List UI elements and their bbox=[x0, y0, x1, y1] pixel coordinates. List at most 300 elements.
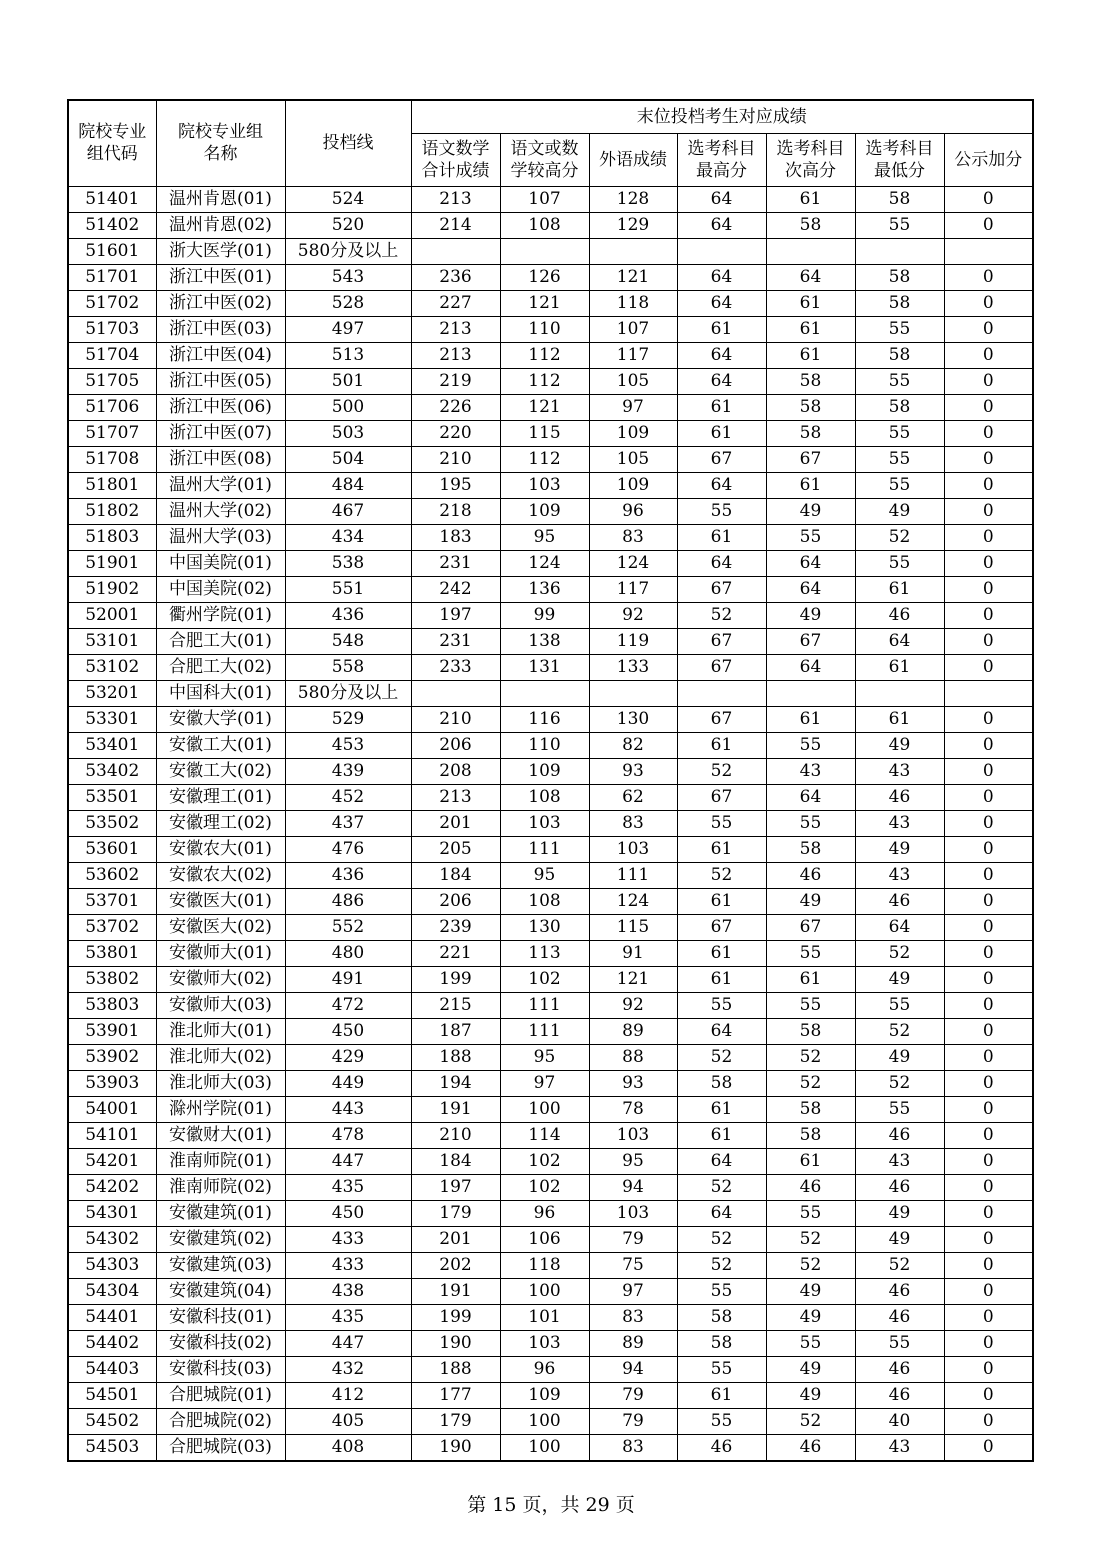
chinese-or-math-higher-cell: 102 bbox=[500, 1174, 589, 1200]
group-code-cell: 51401 bbox=[68, 186, 156, 212]
chinese-math-total-cell: 221 bbox=[411, 940, 500, 966]
elective-highest-cell: 52 bbox=[677, 1252, 766, 1278]
group-code-cell: 53601 bbox=[68, 836, 156, 862]
chinese-or-math-higher-cell: 130 bbox=[500, 914, 589, 940]
elective-lowest-cell: 43 bbox=[855, 1148, 944, 1174]
bonus-points-cell: 0 bbox=[944, 1070, 1033, 1096]
bonus-points-cell: 0 bbox=[944, 628, 1033, 654]
admission-line-cell: 450 bbox=[285, 1200, 411, 1226]
chinese-or-math-higher-cell: 100 bbox=[500, 1278, 589, 1304]
admission-line-cell: 529 bbox=[285, 706, 411, 732]
chinese-or-math-higher-cell: 100 bbox=[500, 1408, 589, 1434]
table-row bbox=[68, 186, 1033, 212]
chinese-math-total-cell: 201 bbox=[411, 1226, 500, 1252]
table-row bbox=[68, 758, 1033, 784]
foreign-language-cell: 83 bbox=[589, 810, 677, 836]
elective-second-cell: 49 bbox=[766, 888, 855, 914]
elective-lowest-cell: 55 bbox=[855, 316, 944, 342]
group-code-cell: 54402 bbox=[68, 1330, 156, 1356]
bonus-points-cell: 0 bbox=[944, 290, 1033, 316]
chinese-math-total-cell: 194 bbox=[411, 1070, 500, 1096]
elective-lowest-cell: 55 bbox=[855, 550, 944, 576]
elective-lowest-cell: 52 bbox=[855, 1070, 944, 1096]
elective-second-cell: 55 bbox=[766, 940, 855, 966]
chinese-math-total-cell: 210 bbox=[411, 446, 500, 472]
foreign-language-cell: 117 bbox=[589, 342, 677, 368]
foreign-language-cell: 124 bbox=[589, 888, 677, 914]
group-name-cell: 安徽大学(01) bbox=[156, 706, 285, 732]
chinese-math-total-cell: 210 bbox=[411, 706, 500, 732]
table-row bbox=[68, 1278, 1033, 1304]
elective-second-cell: 64 bbox=[766, 264, 855, 290]
admission-line-cell: 452 bbox=[285, 784, 411, 810]
elective-lowest-cell: 43 bbox=[855, 810, 944, 836]
elective-lowest-cell: 49 bbox=[855, 732, 944, 758]
elective-lowest-cell: 61 bbox=[855, 654, 944, 680]
chinese-math-total-cell: 199 bbox=[411, 1304, 500, 1330]
elective-second-cell: 52 bbox=[766, 1070, 855, 1096]
bonus-points-cell: 0 bbox=[944, 1330, 1033, 1356]
admission-line-cell: 484 bbox=[285, 472, 411, 498]
elective-highest-cell: 64 bbox=[677, 212, 766, 238]
elective-lowest-cell: 46 bbox=[855, 1382, 944, 1408]
foreign-language-cell: 121 bbox=[589, 966, 677, 992]
group-code-cell: 53801 bbox=[68, 940, 156, 966]
chinese-math-total-cell: 233 bbox=[411, 654, 500, 680]
group-code-cell: 53502 bbox=[68, 810, 156, 836]
admission-line-cell: 434 bbox=[285, 524, 411, 550]
chinese-math-total-cell: 205 bbox=[411, 836, 500, 862]
table-row bbox=[68, 1330, 1033, 1356]
chinese-or-math-higher-cell: 109 bbox=[500, 498, 589, 524]
chinese-or-math-higher-cell: 102 bbox=[500, 1148, 589, 1174]
admission-line-cell: 467 bbox=[285, 498, 411, 524]
chinese-math-total-cell: 179 bbox=[411, 1200, 500, 1226]
elective-highest-cell: 58 bbox=[677, 1330, 766, 1356]
group-code-cell: 51402 bbox=[68, 212, 156, 238]
elective-second-cell: 58 bbox=[766, 1122, 855, 1148]
elective-lowest-cell: 43 bbox=[855, 758, 944, 784]
foreign-language-cell: 117 bbox=[589, 576, 677, 602]
elective-second-cell: 67 bbox=[766, 446, 855, 472]
elective-lowest-cell: 55 bbox=[855, 1096, 944, 1122]
group-code-cell: 53802 bbox=[68, 966, 156, 992]
chinese-or-math-higher-cell: 110 bbox=[500, 732, 589, 758]
group-name-cell: 衢州学院(01) bbox=[156, 602, 285, 628]
foreign-language-cell: 97 bbox=[589, 1278, 677, 1304]
chinese-math-total-cell: 213 bbox=[411, 316, 500, 342]
elective-second-cell: 49 bbox=[766, 1356, 855, 1382]
elective-lowest-cell: 58 bbox=[855, 394, 944, 420]
group-name-cell: 安徽科技(03) bbox=[156, 1356, 285, 1382]
elective-second-cell: 55 bbox=[766, 732, 855, 758]
elective-second-cell: 49 bbox=[766, 1278, 855, 1304]
elective-lowest-cell: 49 bbox=[855, 1226, 944, 1252]
bonus-points-cell: 0 bbox=[944, 940, 1033, 966]
elective-highest-cell: 55 bbox=[677, 992, 766, 1018]
group-code-cell: 54301 bbox=[68, 1200, 156, 1226]
chinese-or-math-higher-cell: 114 bbox=[500, 1122, 589, 1148]
bonus-points-cell: 0 bbox=[944, 1200, 1033, 1226]
bonus-points-cell: 0 bbox=[944, 1408, 1033, 1434]
elective-lowest-cell bbox=[855, 680, 944, 706]
elective-lowest-cell: 52 bbox=[855, 1018, 944, 1044]
chinese-or-math-higher-cell: 108 bbox=[500, 212, 589, 238]
elective-second-cell: 49 bbox=[766, 602, 855, 628]
elective-highest-cell: 55 bbox=[677, 1408, 766, 1434]
admission-line-cell: 433 bbox=[285, 1252, 411, 1278]
elective-lowest-cell: 46 bbox=[855, 1174, 944, 1200]
admission-line-cell: 480 bbox=[285, 940, 411, 966]
group-code-cell: 51706 bbox=[68, 394, 156, 420]
group-code-cell: 53501 bbox=[68, 784, 156, 810]
table-row bbox=[68, 1356, 1033, 1382]
admission-line-cell: 551 bbox=[285, 576, 411, 602]
chinese-math-total-cell: 219 bbox=[411, 368, 500, 394]
chinese-math-total-cell: 213 bbox=[411, 186, 500, 212]
admission-line-cell: 432 bbox=[285, 1356, 411, 1382]
elective-second-cell: 61 bbox=[766, 290, 855, 316]
elective-lowest-cell: 58 bbox=[855, 186, 944, 212]
elective-lowest-cell: 43 bbox=[855, 862, 944, 888]
chinese-math-total-cell: 195 bbox=[411, 472, 500, 498]
bonus-points-cell: 0 bbox=[944, 1174, 1033, 1200]
elective-lowest-cell: 46 bbox=[855, 888, 944, 914]
table-row bbox=[68, 914, 1033, 940]
elective-second-cell: 55 bbox=[766, 524, 855, 550]
bonus-points-cell: 0 bbox=[944, 992, 1033, 1018]
admission-line-cell: 449 bbox=[285, 1070, 411, 1096]
elective-second-cell: 49 bbox=[766, 498, 855, 524]
admission-line-cell: 548 bbox=[285, 628, 411, 654]
chinese-or-math-higher-cell: 109 bbox=[500, 1382, 589, 1408]
chinese-math-total-cell: 197 bbox=[411, 1174, 500, 1200]
chinese-or-math-higher-cell: 124 bbox=[500, 550, 589, 576]
group-name-cell: 安徽工大(02) bbox=[156, 758, 285, 784]
table-row bbox=[68, 420, 1033, 446]
table-row bbox=[68, 654, 1033, 680]
admission-line-cell: 433 bbox=[285, 1226, 411, 1252]
foreign-language-cell: 83 bbox=[589, 524, 677, 550]
group-name-cell: 淮南师院(01) bbox=[156, 1148, 285, 1174]
chinese-or-math-higher-cell: 100 bbox=[500, 1096, 589, 1122]
elective-lowest-cell: 55 bbox=[855, 420, 944, 446]
group-name-cell: 温州肯恩(02) bbox=[156, 212, 285, 238]
chinese-math-total-cell: 213 bbox=[411, 342, 500, 368]
admission-line-cell: 408 bbox=[285, 1434, 411, 1461]
group-code-cell: 54502 bbox=[68, 1408, 156, 1434]
elective-highest-cell: 64 bbox=[677, 1200, 766, 1226]
group-name-cell: 安徽农大(02) bbox=[156, 862, 285, 888]
foreign-language-cell bbox=[589, 238, 677, 264]
table-row bbox=[68, 576, 1033, 602]
admission-line-cell: 472 bbox=[285, 992, 411, 1018]
elective-lowest-cell: 58 bbox=[855, 290, 944, 316]
table-row bbox=[68, 1122, 1033, 1148]
chinese-math-total-cell: 177 bbox=[411, 1382, 500, 1408]
elective-lowest-cell: 49 bbox=[855, 836, 944, 862]
chinese-math-total-cell: 227 bbox=[411, 290, 500, 316]
elective-highest-cell: 52 bbox=[677, 1174, 766, 1200]
foreign-language-cell bbox=[589, 680, 677, 706]
group-code-cell: 54201 bbox=[68, 1148, 156, 1174]
header-chinese-math-total bbox=[411, 133, 500, 186]
table-row bbox=[68, 264, 1033, 290]
chinese-or-math-higher-cell: 108 bbox=[500, 784, 589, 810]
group-code-cell: 51704 bbox=[68, 342, 156, 368]
chinese-math-total-cell: 231 bbox=[411, 550, 500, 576]
group-code-cell: 54401 bbox=[68, 1304, 156, 1330]
chinese-or-math-higher-cell: 131 bbox=[500, 654, 589, 680]
elective-lowest-cell: 55 bbox=[855, 368, 944, 394]
foreign-language-cell: 89 bbox=[589, 1018, 677, 1044]
admission-line-cell: 503 bbox=[285, 420, 411, 446]
chinese-math-total-cell: 242 bbox=[411, 576, 500, 602]
foreign-language-cell: 91 bbox=[589, 940, 677, 966]
group-code-cell: 51803 bbox=[68, 524, 156, 550]
chinese-math-total-cell: 187 bbox=[411, 1018, 500, 1044]
group-code-cell: 51902 bbox=[68, 576, 156, 602]
bonus-points-cell: 0 bbox=[944, 394, 1033, 420]
group-name-cell: 中国美院(01) bbox=[156, 550, 285, 576]
table-row bbox=[68, 1382, 1033, 1408]
elective-second-cell: 61 bbox=[766, 316, 855, 342]
group-code-cell: 52001 bbox=[68, 602, 156, 628]
elective-lowest-cell: 46 bbox=[855, 602, 944, 628]
group-name-cell: 安徽财大(01) bbox=[156, 1122, 285, 1148]
foreign-language-cell: 83 bbox=[589, 1434, 677, 1461]
table-row bbox=[68, 212, 1033, 238]
admission-line-cell: 528 bbox=[285, 290, 411, 316]
group-code-cell: 54202 bbox=[68, 1174, 156, 1200]
elective-highest-cell: 67 bbox=[677, 628, 766, 654]
bonus-points-cell: 0 bbox=[944, 1356, 1033, 1382]
bonus-points-cell: 0 bbox=[944, 1252, 1033, 1278]
group-name-cell: 中国科大(01) bbox=[156, 680, 285, 706]
elective-lowest-cell: 64 bbox=[855, 914, 944, 940]
elective-lowest-cell: 46 bbox=[855, 1356, 944, 1382]
chinese-math-total-cell: 213 bbox=[411, 784, 500, 810]
chinese-or-math-higher-cell: 116 bbox=[500, 706, 589, 732]
chinese-or-math-higher-cell: 112 bbox=[500, 342, 589, 368]
chinese-or-math-higher-cell: 99 bbox=[500, 602, 589, 628]
table-row bbox=[68, 680, 1033, 706]
elective-second-cell: 43 bbox=[766, 758, 855, 784]
foreign-language-cell: 118 bbox=[589, 290, 677, 316]
elective-highest-cell: 52 bbox=[677, 758, 766, 784]
group-name-cell: 安徽建筑(03) bbox=[156, 1252, 285, 1278]
bonus-points-cell: 0 bbox=[944, 732, 1033, 758]
table-row bbox=[68, 862, 1033, 888]
table-row bbox=[68, 602, 1033, 628]
elective-highest-cell: 64 bbox=[677, 1018, 766, 1044]
elective-highest-cell: 55 bbox=[677, 1278, 766, 1304]
table-row bbox=[68, 810, 1033, 836]
chinese-or-math-higher-cell: 111 bbox=[500, 992, 589, 1018]
elective-lowest-cell: 40 bbox=[855, 1408, 944, 1434]
group-name-cell: 浙江中医(04) bbox=[156, 342, 285, 368]
table-row bbox=[68, 446, 1033, 472]
chinese-math-total-cell: 214 bbox=[411, 212, 500, 238]
chinese-math-total-cell: 218 bbox=[411, 498, 500, 524]
admission-line-cell: 501 bbox=[285, 368, 411, 394]
group-code-cell: 53803 bbox=[68, 992, 156, 1018]
group-name-cell: 浙江中医(05) bbox=[156, 368, 285, 394]
elective-highest-cell: 61 bbox=[677, 1382, 766, 1408]
elective-second-cell: 49 bbox=[766, 1304, 855, 1330]
header-bonus-points-label: 公示加分 bbox=[954, 149, 1023, 170]
bonus-points-cell: 0 bbox=[944, 1018, 1033, 1044]
elective-lowest-cell bbox=[855, 238, 944, 264]
chinese-or-math-higher-cell: 103 bbox=[500, 1330, 589, 1356]
elective-second-cell: 64 bbox=[766, 654, 855, 680]
admission-line-cell: 478 bbox=[285, 1122, 411, 1148]
header-elective-highest-label: 选考科目 最高分 bbox=[687, 138, 756, 181]
elective-highest-cell: 61 bbox=[677, 888, 766, 914]
group-name-cell: 滁州学院(01) bbox=[156, 1096, 285, 1122]
bonus-points-cell: 0 bbox=[944, 836, 1033, 862]
table-row bbox=[68, 1434, 1033, 1461]
group-code-cell: 51802 bbox=[68, 498, 156, 524]
admission-line-cell: 500 bbox=[285, 394, 411, 420]
chinese-or-math-higher-cell: 110 bbox=[500, 316, 589, 342]
foreign-language-cell: 89 bbox=[589, 1330, 677, 1356]
table-row bbox=[68, 1408, 1033, 1434]
chinese-or-math-higher-cell: 95 bbox=[500, 1044, 589, 1070]
admission-line-cell: 491 bbox=[285, 966, 411, 992]
bonus-points-cell: 0 bbox=[944, 342, 1033, 368]
elective-highest-cell: 64 bbox=[677, 290, 766, 316]
chinese-math-total-cell: 184 bbox=[411, 1148, 500, 1174]
group-name-cell: 合肥城院(02) bbox=[156, 1408, 285, 1434]
chinese-or-math-higher-cell: 101 bbox=[500, 1304, 589, 1330]
elective-highest-cell: 52 bbox=[677, 862, 766, 888]
chinese-or-math-higher-cell: 112 bbox=[500, 368, 589, 394]
bonus-points-cell: 0 bbox=[944, 810, 1033, 836]
group-code-cell: 54001 bbox=[68, 1096, 156, 1122]
foreign-language-cell: 93 bbox=[589, 758, 677, 784]
bonus-points-cell: 0 bbox=[944, 1382, 1033, 1408]
elective-lowest-cell: 52 bbox=[855, 940, 944, 966]
bonus-points-cell: 0 bbox=[944, 498, 1033, 524]
chinese-math-total-cell bbox=[411, 238, 500, 264]
chinese-math-total-cell bbox=[411, 680, 500, 706]
elective-second-cell: 55 bbox=[766, 992, 855, 1018]
admission-line-cell: 437 bbox=[285, 810, 411, 836]
group-name-cell: 安徽理工(01) bbox=[156, 784, 285, 810]
group-name-cell: 安徽建筑(02) bbox=[156, 1226, 285, 1252]
chinese-math-total-cell: 239 bbox=[411, 914, 500, 940]
elective-highest-cell: 55 bbox=[677, 810, 766, 836]
group-name-cell: 安徽理工(02) bbox=[156, 810, 285, 836]
group-name-cell: 合肥城院(03) bbox=[156, 1434, 285, 1461]
header-bonus-points bbox=[944, 133, 1033, 186]
bonus-points-cell: 0 bbox=[944, 420, 1033, 446]
chinese-math-total-cell: 231 bbox=[411, 628, 500, 654]
elective-highest-cell: 64 bbox=[677, 186, 766, 212]
elective-lowest-cell: 52 bbox=[855, 524, 944, 550]
bonus-points-cell bbox=[944, 680, 1033, 706]
group-code-cell: 53901 bbox=[68, 1018, 156, 1044]
group-code-cell: 54501 bbox=[68, 1382, 156, 1408]
foreign-language-cell: 96 bbox=[589, 498, 677, 524]
table-row bbox=[68, 498, 1033, 524]
foreign-language-cell: 103 bbox=[589, 836, 677, 862]
elective-lowest-cell: 46 bbox=[855, 1304, 944, 1330]
chinese-math-total-cell: 188 bbox=[411, 1044, 500, 1070]
header-foreign-language bbox=[589, 133, 677, 186]
admission-line-cell: 443 bbox=[285, 1096, 411, 1122]
elective-lowest-cell: 49 bbox=[855, 1044, 944, 1070]
table-row bbox=[68, 342, 1033, 368]
chinese-or-math-higher-cell: 96 bbox=[500, 1356, 589, 1382]
elective-second-cell: 58 bbox=[766, 1018, 855, 1044]
table-body bbox=[68, 186, 1033, 1461]
table-row bbox=[68, 706, 1033, 732]
foreign-language-cell: 111 bbox=[589, 862, 677, 888]
elective-second-cell: 58 bbox=[766, 212, 855, 238]
admission-line-cell: 412 bbox=[285, 1382, 411, 1408]
chinese-or-math-higher-cell: 106 bbox=[500, 1226, 589, 1252]
bonus-points-cell: 0 bbox=[944, 888, 1033, 914]
chinese-math-total-cell: 190 bbox=[411, 1434, 500, 1461]
bonus-points-cell: 0 bbox=[944, 1148, 1033, 1174]
elective-highest-cell: 61 bbox=[677, 732, 766, 758]
elective-highest-cell: 64 bbox=[677, 550, 766, 576]
foreign-language-cell: 92 bbox=[589, 602, 677, 628]
chinese-math-total-cell: 184 bbox=[411, 862, 500, 888]
bonus-points-cell: 0 bbox=[944, 576, 1033, 602]
elective-highest-cell: 61 bbox=[677, 394, 766, 420]
elective-highest-cell: 67 bbox=[677, 706, 766, 732]
elective-highest-cell: 55 bbox=[677, 1356, 766, 1382]
group-name-cell: 安徽科技(02) bbox=[156, 1330, 285, 1356]
group-code-cell: 53902 bbox=[68, 1044, 156, 1070]
foreign-language-cell: 105 bbox=[589, 368, 677, 394]
foreign-language-cell: 94 bbox=[589, 1174, 677, 1200]
chinese-math-total-cell: 201 bbox=[411, 810, 500, 836]
group-name-cell: 浙江中医(08) bbox=[156, 446, 285, 472]
group-name-cell: 淮北师大(01) bbox=[156, 1018, 285, 1044]
header-chinese-or-math-higher-label: 语文或数 学较高分 bbox=[510, 138, 579, 181]
elective-highest-cell: 61 bbox=[677, 524, 766, 550]
group-code-cell: 51701 bbox=[68, 264, 156, 290]
chinese-or-math-higher-cell: 108 bbox=[500, 888, 589, 914]
group-code-cell: 53401 bbox=[68, 732, 156, 758]
chinese-math-total-cell: 202 bbox=[411, 1252, 500, 1278]
elective-second-cell: 46 bbox=[766, 1434, 855, 1461]
elective-second-cell: 64 bbox=[766, 550, 855, 576]
elective-highest-cell: 64 bbox=[677, 342, 766, 368]
elective-highest-cell: 67 bbox=[677, 914, 766, 940]
group-name-cell: 合肥工大(01) bbox=[156, 628, 285, 654]
elective-second-cell: 61 bbox=[766, 342, 855, 368]
foreign-language-cell: 95 bbox=[589, 1148, 677, 1174]
chinese-or-math-higher-cell bbox=[500, 680, 589, 706]
admission-score-table bbox=[67, 99, 1034, 1462]
elective-lowest-cell: 46 bbox=[855, 784, 944, 810]
chinese-or-math-higher-cell: 97 bbox=[500, 1070, 589, 1096]
bonus-points-cell: 0 bbox=[944, 550, 1033, 576]
table-row bbox=[68, 550, 1033, 576]
bonus-points-cell: 0 bbox=[944, 1122, 1033, 1148]
table-row bbox=[68, 784, 1033, 810]
admission-line-cell: 558 bbox=[285, 654, 411, 680]
elective-second-cell: 52 bbox=[766, 1226, 855, 1252]
elective-lowest-cell: 55 bbox=[855, 212, 944, 238]
group-code-cell: 51705 bbox=[68, 368, 156, 394]
chinese-or-math-higher-cell: 126 bbox=[500, 264, 589, 290]
